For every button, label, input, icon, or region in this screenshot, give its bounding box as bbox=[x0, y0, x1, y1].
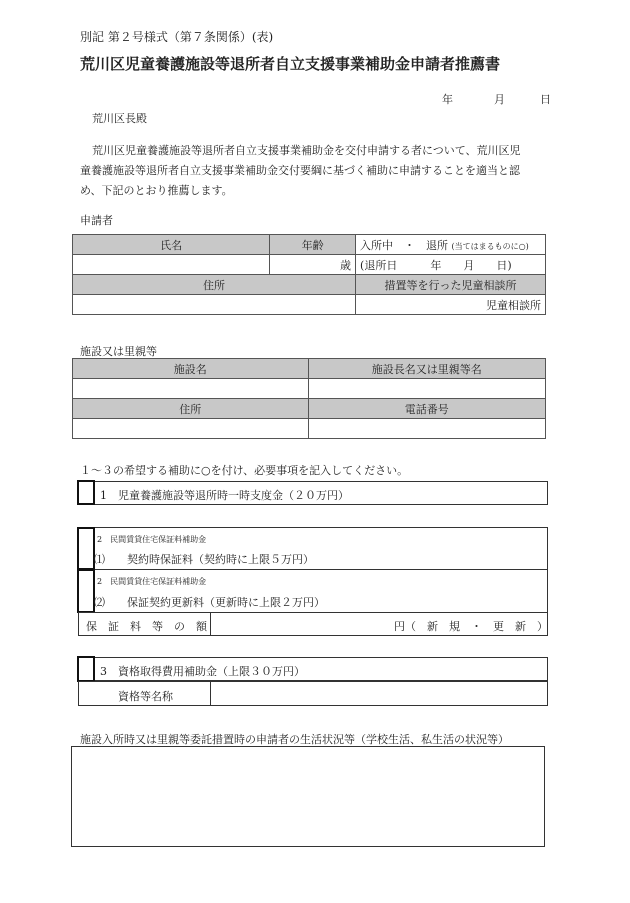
applicant-table bbox=[72, 234, 546, 315]
subsidy-item-2b-title: 2 民間賃貸住宅保証料補助金 bbox=[97, 577, 207, 586]
consultation-center-suffix: 児童相談所 bbox=[486, 298, 541, 312]
body-text-line-2: 童養護施設等退所者自立支援事業補助金交付要綱に基づく補助に申請することを適当と認 bbox=[80, 164, 520, 177]
name-field[interactable] bbox=[73, 255, 270, 275]
subsidy-item-2-divider bbox=[78, 569, 548, 570]
page-title: 荒川区児童養護施設等退所者自立支援事業補助金申請者推薦書 bbox=[80, 55, 501, 73]
form-number: 別記 第２号様式（第７条関係）(表) bbox=[80, 30, 274, 44]
discharge-date-field[interactable]: (退所日 年 月 日) bbox=[356, 255, 546, 275]
subsidy-item-3-label: 3 資格取得費用補助金（上限３０万円） bbox=[100, 665, 305, 678]
subsidy-item-1-label: 1 児童養護施設等退所時一時支度金（２０万円） bbox=[100, 489, 349, 502]
date-month-label: 月 bbox=[494, 93, 505, 106]
qualification-field[interactable] bbox=[212, 682, 546, 705]
facility-address-field[interactable] bbox=[73, 419, 309, 439]
guarantee-amount-divider bbox=[210, 612, 211, 636]
facility-name-field[interactable] bbox=[73, 379, 309, 399]
status-note: (当てはまるものに○) bbox=[451, 241, 529, 251]
address-header: 住所 bbox=[73, 275, 356, 295]
director-name-field[interactable] bbox=[308, 379, 546, 399]
address-field[interactable] bbox=[73, 295, 356, 315]
facility-section-label: 施設又は里親等 bbox=[80, 345, 157, 358]
subsidy-item-2a-label: ⑴ 契約時保証料（契約時に上限５万円） bbox=[94, 553, 314, 566]
date-day-label: 日 bbox=[540, 93, 551, 106]
applicant-section-label: 申請者 bbox=[80, 214, 113, 227]
facility-address-header: 住所 bbox=[73, 399, 309, 419]
status-cell[interactable] bbox=[356, 235, 546, 255]
subsidy-item-2a-title: 2 民間賃貸住宅保証料補助金 bbox=[97, 535, 207, 544]
subsidy-item-2a-checkbox[interactable] bbox=[77, 527, 95, 570]
facility-name-header: 施設名 bbox=[73, 359, 309, 379]
guarantee-amount-label: 保 証 料 等 の 額 bbox=[86, 620, 207, 633]
qualification-label: 資格等名称 bbox=[118, 690, 173, 703]
subsidy-item-3-checkbox[interactable] bbox=[77, 656, 95, 682]
age-field[interactable] bbox=[270, 255, 356, 275]
name-header: 氏名 bbox=[73, 235, 270, 255]
age-header: 年齢 bbox=[270, 235, 356, 255]
subsidy-item-2b-label: ⑵ 保証契約更新料（更新時に上限２万円） bbox=[94, 596, 325, 609]
age-unit: 歳 bbox=[340, 258, 352, 272]
consultation-center-header: 措置等を行った児童相談所 bbox=[356, 275, 546, 295]
subsidy-instruction: １～３の希望する補助に○を付け、必要事項を記入してください。 bbox=[80, 464, 409, 477]
body-text-line-3: め、下記のとおり推薦します。 bbox=[80, 184, 233, 197]
addressee: 荒川区長殿 bbox=[92, 112, 147, 125]
status-options: 入所中 ・ 退所 bbox=[360, 238, 449, 252]
facility-table bbox=[72, 358, 546, 439]
date-year-label: 年 bbox=[442, 93, 453, 106]
qualification-divider bbox=[210, 681, 211, 706]
living-situation-textarea[interactable] bbox=[71, 746, 545, 847]
director-name-header: 施設長名又は里親等名 bbox=[308, 359, 546, 379]
living-situation-label: 施設入所時又は里親等委託措置時の申請者の生活状況等（学校生活、私生活の状況等） bbox=[80, 733, 509, 746]
subsidy-item-2b-checkbox[interactable] bbox=[77, 569, 95, 613]
facility-phone-header: 電話番号 bbox=[308, 399, 546, 419]
subsidy-item-1-checkbox[interactable] bbox=[77, 480, 95, 505]
body-text-line-1: 荒川区児童養護施設等退所者自立支援事業補助金を交付申請する者について、荒川区児 bbox=[92, 144, 521, 157]
guarantee-amount-unit: 円（ 新 規 ・ 更 新 ） bbox=[394, 620, 548, 633]
consultation-center-field[interactable] bbox=[356, 295, 546, 315]
facility-phone-field[interactable] bbox=[308, 419, 546, 439]
